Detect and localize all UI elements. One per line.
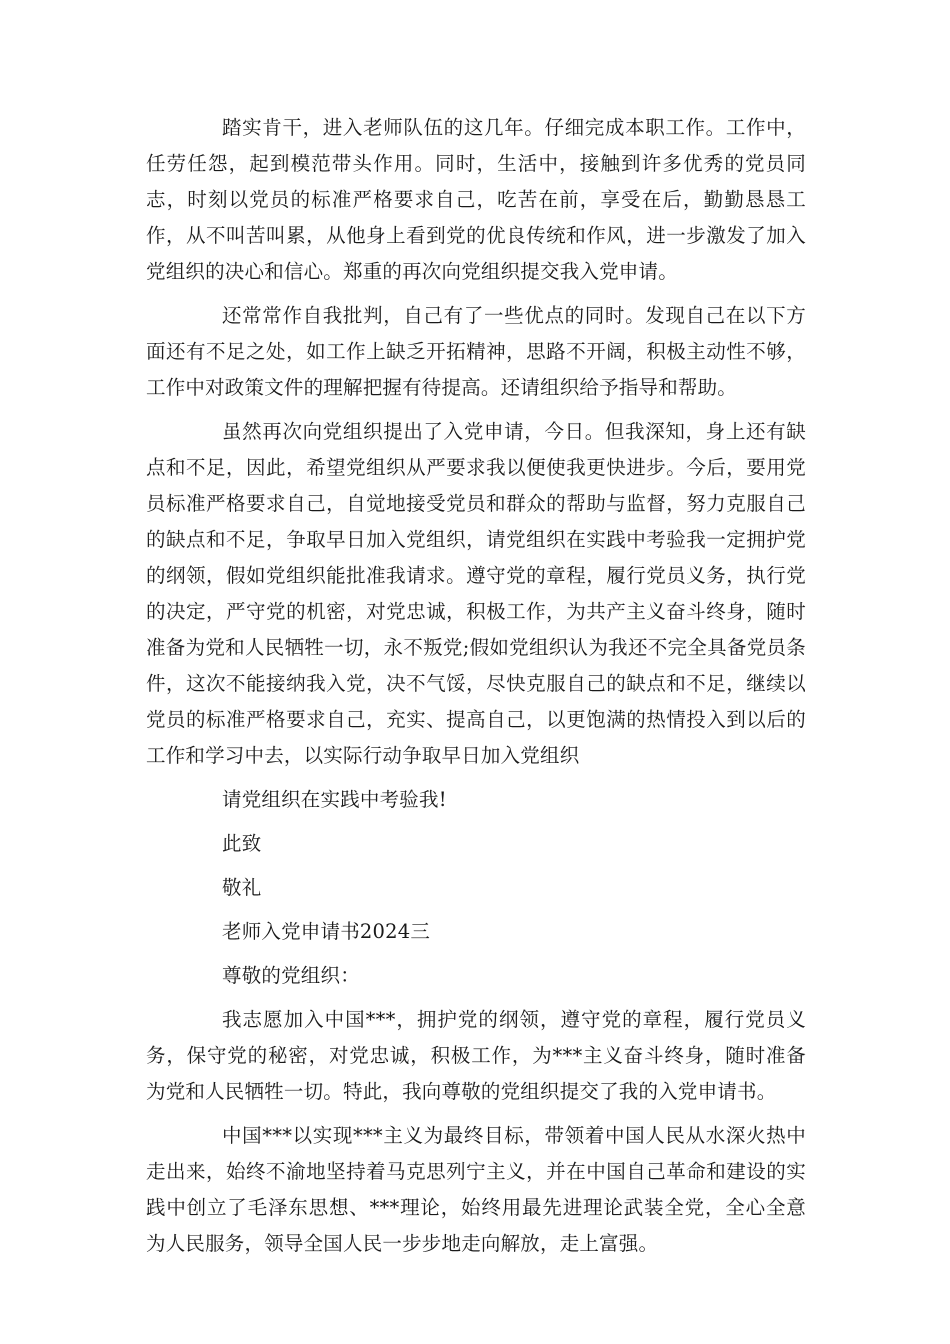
request-line: 请党组织在实践中考验我! (222, 788, 447, 811)
paragraph-1: 踏实肯干，进入老师队伍的这几年。仔细完成本职工作。工作中，任劳任怨，起到模范带头作用。同时，生活中，接触到许多优秀的党员同志，时刻以党员的标准严格要求自己，吃苦在前，享受在后，勤勤恳恳工作，从不叫苦叫累，从他身上看到党的优良传统和作风，进一步激发了加入党组织的决心和信心。郑重的再次向党组织提交我入党申请。 (146, 116, 806, 283)
greeting-line: 尊敬的党组织： (222, 964, 360, 987)
section-heading: 老师入党申请书2024三 (222, 920, 431, 943)
paragraph-5: 中国***以实现***主义为最终目标，带领着中国人民从水深火热中走出来，始终不渝地坚持着马克思列宁主义，并在中国自己革命和建设的实践中创立了毛泽东思想、***理论，始终用最先进理论武装全党，全心全意为人民服务，领导全国人民一步步地走向解放，走上富强。 (146, 1124, 806, 1255)
document-body (146, 110, 806, 1270)
paragraph-2: 还常常作自我批判，自己有了一些优点的同时。发现自己在以下方面还有不足之处，如工作上缺乏开拓精神，思路不开阔，积极主动性不够，工作中对政策文件的理解把握有待提高。还请组织给予指导和帮助。 (146, 304, 806, 399)
salutation-line-2: 敬礼 (222, 876, 262, 899)
paragraph-3: 虽然再次向党组织提出了入党申请，今日。但我深知，身上还有缺点和不足，因此，希望党组织从严要求我以便使我更快进步。今后，要用党员标准严格要求自己，自觉地接受党员和群众的帮助与监督，努力克服自己的缺点和不足，争取早日加入党组织，请党组织在实践中考验我一定拥护党的纲领，假如党组织能批准我请求。遵守党的章程，履行党员义务，执行党的决定，严守党的机密，对党忠诚，积极工作，为共产主义奋斗终身，随时准备为党和人民牺牲一切，永不叛党;假如党组织认为我还不完全具备党员条件，这次不能接纳我入党，决不气馁，尽快克服自己的缺点和不足，继续以党员的标准严格要求自己，充实、提高自己，以更饱满的热情投入到以后的工作和学习中去，以实际行动争取早日加入党组织 (146, 420, 806, 767)
salutation-line-1: 此致 (222, 832, 262, 855)
paragraph-4: 我志愿加入中国***，拥护党的纲领，遵守党的章程，履行党员义务，保守党的秘密，对党忠诚，积极工作，为***主义奋斗终身，随时准备为党和人民牺牲一切。特此，我向尊敬的党组织提交了我的入党申请书。 (146, 1008, 806, 1103)
